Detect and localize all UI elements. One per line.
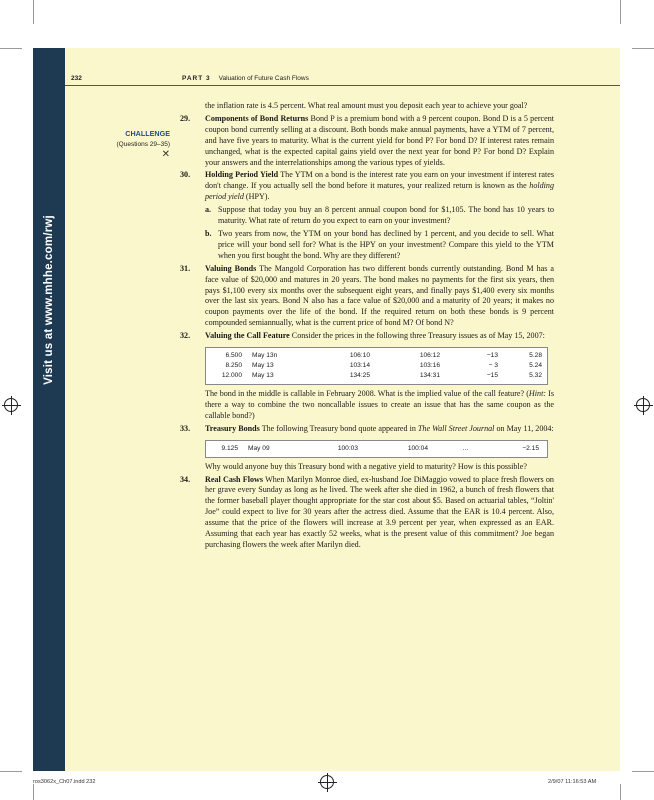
table-cell: May 09 [248,444,270,452]
problem-33-followup: Why would anyone buy this Treasury bond with a negative yield to maturity? How is this possible? [205,461,527,471]
table-cell: 6.500 [225,352,242,360]
part-label: PART 3 [182,75,211,82]
table-cell: May 13n [252,352,278,360]
problem-number: 34. [180,474,191,484]
challenge-label [110,129,170,160]
table-cell: 134:25 [349,372,370,380]
problem-34 [180,475,554,551]
followup-text: The bond in the middle is callable in February 2008. What is the implied value of the call feature? ( [205,389,529,399]
registration-mark-icon [4,398,18,412]
subpart-b [205,229,554,262]
crop-mark [0,48,22,49]
table-cell: 5.24 [529,362,542,370]
problem-number: 30. [180,170,191,180]
part-title: Valuation of Future Cash Flows [218,75,309,82]
table-cell: 106:12 [419,352,440,360]
treasury-quote-table [205,347,548,385]
problem-32 [180,331,554,342]
problem-title: Valuing Bonds [205,263,257,273]
table-cell: 8.250 [225,362,242,370]
table-cell: −2.15 [522,444,539,452]
problem-29 [180,114,554,169]
registration-mark-icon [320,775,334,789]
followup-text: Is there a way to combine the two noncallable issues to create an issue that has the same coupon as the callable bond?) [205,389,554,420]
running-head [182,75,309,82]
calculator-icon: ✕ [161,149,170,160]
crop-mark [620,784,621,800]
sidebar-url-text: Visit us at www.mhhe.com/rwj [43,215,55,385]
crop-mark [33,0,34,24]
page-number: 232 [71,75,82,82]
problem-number: 29. [180,113,191,123]
table-cell: 12.000 [221,372,242,380]
table-cell: 106:10 [349,352,370,360]
table-cell: 9.125 [221,444,238,452]
crop-mark [33,784,34,800]
crop-mark [632,771,654,772]
publication-name: The Wall Street Journal [417,423,495,433]
intro-paragraph: the inflation rate is 4.5 percent. What real amount must you deposit each year to achieve your goal? [205,101,528,110]
table-cell: − 3 [488,362,498,370]
table-cell: 103:14 [349,362,370,370]
problem-text: The following Treasury bond quote appeared in [261,423,416,433]
treasury-quote-table [205,440,548,458]
problem-number: 33. [180,423,191,433]
crop-mark [0,771,22,772]
table-row [210,351,543,361]
slug-timestamp: 2/9/07 11:16:53 AM [548,779,597,785]
subpart-label: a. [205,205,212,215]
table-cell: −15 [486,372,498,380]
table-row [210,444,543,454]
subpart-text: Two years from now, the YTM on your bond has declined by 1 percent, and you decide to sell. What price will your bond sell for? What is the HPY on your investment? Compare this yield to the YTM when you first bought the bond. Why are they different? [218,228,554,260]
problem-text: Bond P is a premium bond with a 9 percent coupon. Bond D is a 5 percent coupon bond currently selling at a discount. Both bonds make annual payments, have a YTM of 7 percent, and have five years to maturity. What is the current yield for bond P? For bond D? If interest rates remain unchanged, what is the expected capital gains yield over the next year for bond P? For bond D? Explain your answers and the interrelationships among the various types of yields. [205,113,554,167]
registration-mark-icon [636,398,650,412]
table-cell: May 13 [252,372,274,380]
problem-text: The Mangold Corporation has two different bonds currently outstanding. Bond M has a face value of $20,000 and matures in 20 years. The bond makes no payments for the first six years, then pays $1,100 every six months over the subsequent eight years, and finally pays $1,400 every six months over the last six years. Bond N also has a face value of $20,000 and a maturity of 20 years; it makes no coupon payments over the life of the bond. If the required return on both these bonds is 9 percent compounded semiannually, what is the current price of bond M? Of bond N? [205,263,554,328]
challenge-subtitle: (Questions 29–35) [116,141,170,148]
table-cell: 134:31 [419,372,440,380]
problem-title: Real Cash Flows [205,474,264,484]
problem-text: on May 11, 2004: [496,423,554,433]
subpart-label: b. [205,228,212,238]
subpart-a [205,205,554,227]
table-cell: 100:03 [337,444,358,452]
problem-text: The YTM on a bond is the interest rate you earn on your investment if interest rates don't change. If you actually sell the bond before it matures, your realized return is known as the [205,170,554,191]
problem-title: Holding Period Yield [205,170,279,180]
crop-mark [620,0,621,24]
problem-title: Valuing the Call Feature [205,331,290,341]
problem-text: When Marilyn Monroe died, ex-husband Joe DiMaggio vowed to place fresh flowers on her grave every Sunday as long as he lived. The week after she died in 1962, a bunch of fresh flowers that the former baseball player thought appropriate for the star cost about $5. Based on actuarial tables, “Joltin' Joe” could expect to live for 30 years after the actress died. Assume that the EAR is 10.4 percent. Also, assume that the price of the flowers will increase at 3.9 percent per year, when expressed as an EAR. Assuming that each year has exactly 52 weeks, what is the present value of this commitment? Joe began purchasing flowers the week after Marilyn died. [205,474,554,549]
table-cell: 103:16 [419,362,440,370]
challenge-title: CHALLENGE [125,129,170,138]
problem-32-followup [180,389,554,422]
problem-30 [180,170,554,261]
table-cell: 5.28 [529,352,542,360]
table-cell: −13 [486,352,498,360]
subpart-text: Suppose that today you buy an 8 percent annual coupon bond for $1,105. The bond has 10 years to maturity. What rate of return do you expect to earn on your investment? [218,205,554,226]
problem-title: Treasury Bonds [205,423,260,433]
main-text [180,101,554,551]
problem-text: Consider the prices in the following three Treasury issues as of May 15, 2007: [291,331,545,341]
problem-text: (HPY). [245,192,270,202]
problem-33 [180,424,554,435]
table-cell: ... [462,444,469,452]
crop-mark [632,48,654,49]
hint-label: Hint: [528,389,547,399]
table-cell: May 13 [252,362,274,370]
problem-number: 31. [180,263,191,273]
problem-title: Components of Bond Returns [205,113,309,123]
table-row [210,361,543,371]
table-cell: 100:04 [407,444,428,452]
sidebar [33,48,65,771]
problem-number: 32. [180,331,191,341]
header-rule [65,85,620,86]
slug-file-name: ros3062x_Ch07.indd 232 [33,779,96,785]
table-cell: 5.32 [529,372,542,380]
problem-31 [180,264,554,329]
problem-italic-term: holding period yield [205,181,554,202]
table-row [210,371,543,381]
